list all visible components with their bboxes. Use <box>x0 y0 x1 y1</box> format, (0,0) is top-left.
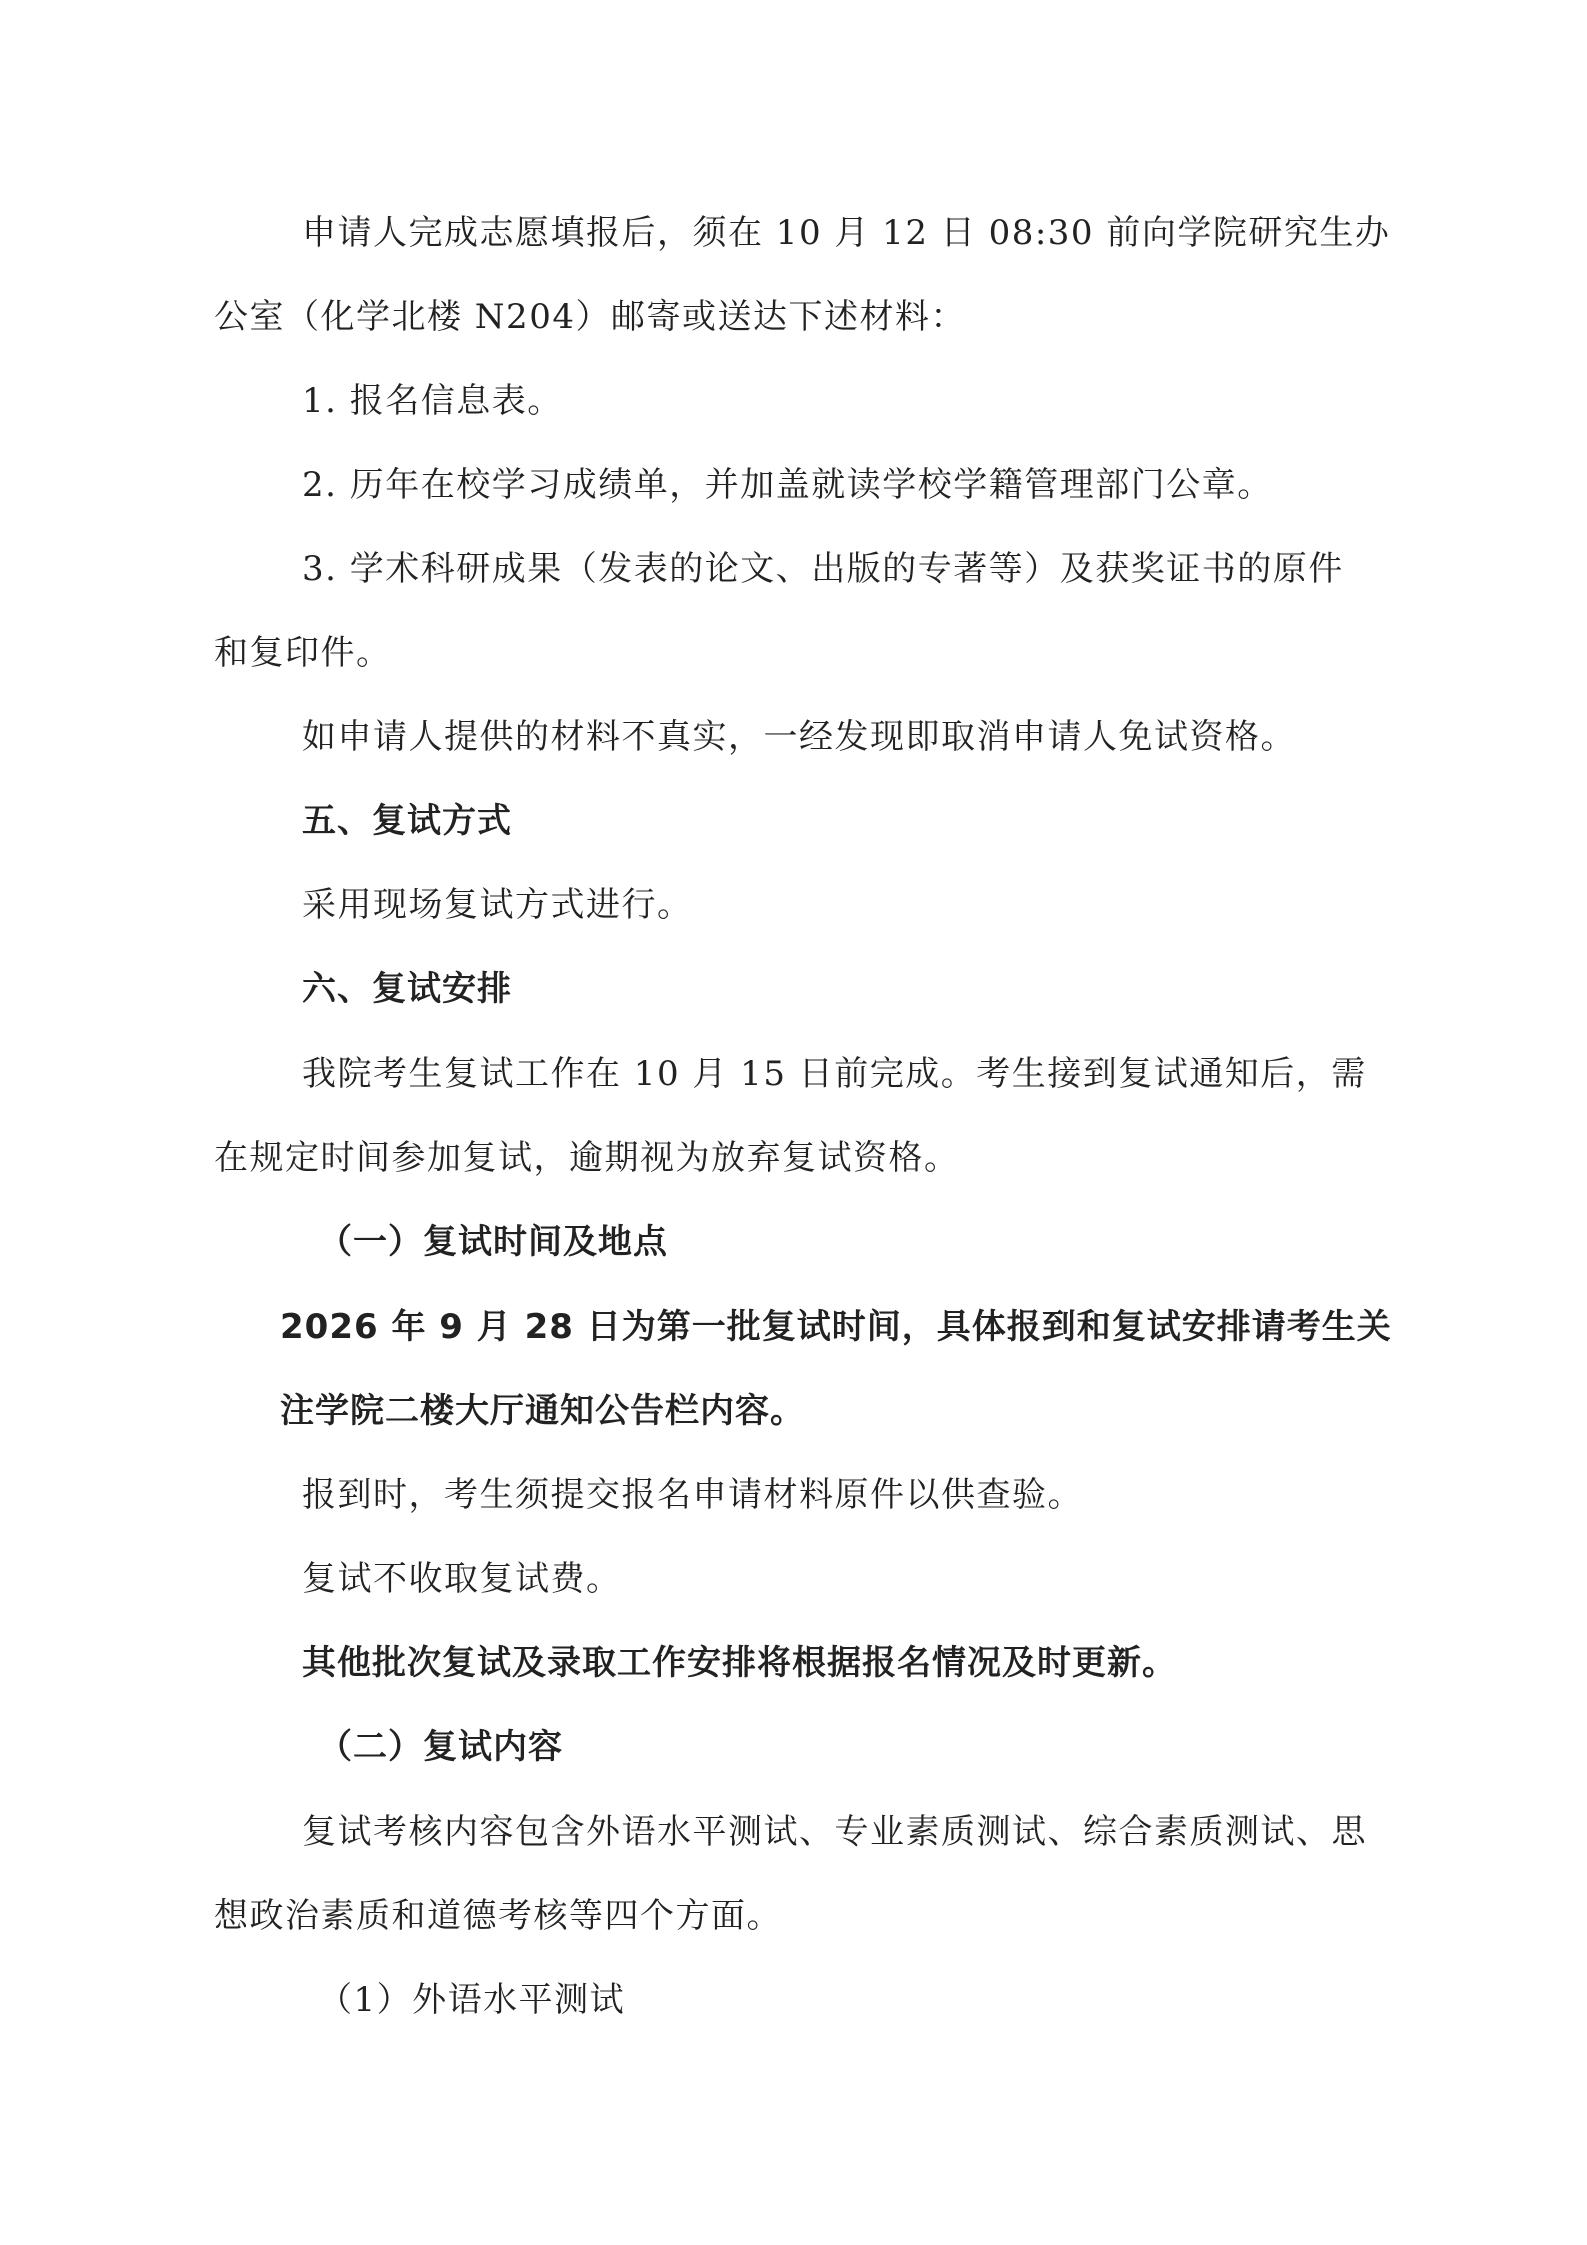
list-item: 1. 报名信息表。 <box>302 381 563 421</box>
bold-paragraph-line: 2026 年 9 月 28 日为第一批复试时间，具体报到和复试安排请考生关 <box>280 1307 1392 1347</box>
paragraph-line: 申请人完成志愿填报后，须在 10 月 12 日 08:30 前向学院研究生办 <box>302 213 1391 253</box>
subsection-item: （1）外语水平测试 <box>318 1980 626 2020</box>
list-item: 3. 学术科研成果（发表的论文、出版的专著等）及获奖证书的原件 <box>302 549 1344 589</box>
paragraph-line: 复试不收取复试费。 <box>302 1559 622 1599</box>
subsection-heading: （一）复试时间及地点 <box>318 1222 668 1262</box>
paragraph-line: 如申请人提供的材料不真实，一经发现即取消申请人免试资格。 <box>302 717 1296 757</box>
bold-paragraph-line: 其他批次复试及录取工作安排将根据报名情况及时更新。 <box>302 1643 1177 1683</box>
bold-paragraph-line: 注学院二楼大厅通知公告栏内容。 <box>280 1391 805 1431</box>
list-item: 2. 历年在校学习成绩单，并加盖就读学校学籍管理部门公章。 <box>302 465 1273 505</box>
paragraph-line: 想政治素质和道德考核等四个方面。 <box>214 1896 782 1936</box>
subsection-heading: （二）复试内容 <box>318 1727 563 1767</box>
paragraph-line: 我院考生复试工作在 10 月 15 日前完成。考生接到复试通知后，需 <box>302 1054 1367 1094</box>
paragraph-line: 报到时，考生须提交报名申请材料原件以供查验。 <box>302 1475 1083 1515</box>
section-heading: 五、复试方式 <box>302 801 512 841</box>
paragraph-line: 采用现场复试方式进行。 <box>302 885 693 925</box>
paragraph-line: 公室（化学北楼 N204）邮寄或送达下述材料： <box>214 297 966 337</box>
paragraph-line: 复试考核内容包含外语水平测试、专业素质测试、综合素质测试、思 <box>302 1812 1367 1852</box>
section-heading: 六、复试安排 <box>302 969 512 1009</box>
list-item-continuation: 和复印件。 <box>214 633 392 673</box>
paragraph-line: 在规定时间参加复试，逾期视为放弃复试资格。 <box>214 1138 960 1178</box>
